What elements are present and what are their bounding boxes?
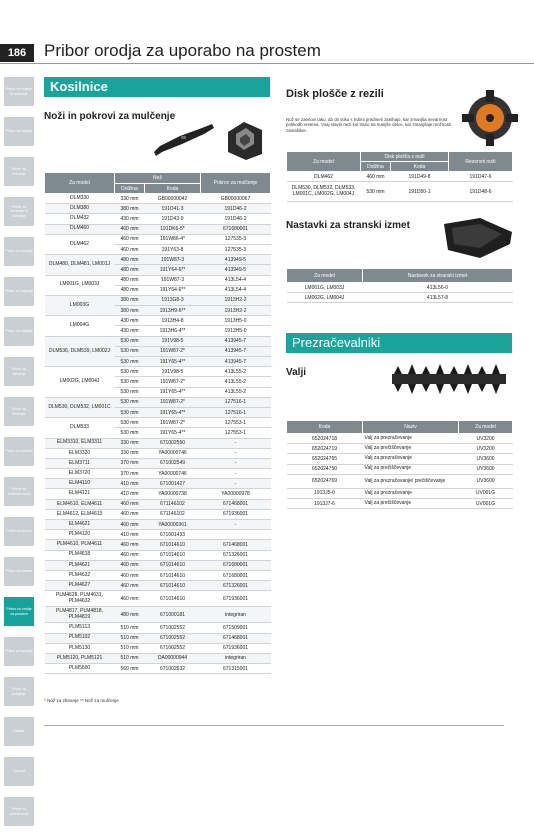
sidebar-tab[interactable]: Pribor za obdelavo lesa: [4, 477, 34, 506]
model-cell: DLM380: [45, 204, 115, 214]
code-cell: 1913H4-8: [145, 316, 201, 326]
length-cell: 380 mm: [115, 204, 145, 214]
table-row: [45, 448, 271, 458]
code-cell: 652024719: [287, 444, 363, 454]
table-row: [45, 204, 271, 214]
model-cell: PLM5120, PLM5121: [45, 653, 115, 663]
cover-cell: -: [201, 520, 271, 530]
sidebar-tab[interactable]: Pribor za čiščenje: [4, 397, 34, 426]
table-row: [45, 581, 271, 591]
model-cell: DLM530, DLM532, LM001C: [45, 397, 115, 417]
cover-cell: -: [201, 479, 271, 489]
disk-title: Disk plošče z rezili: [286, 88, 384, 100]
table-row: [287, 474, 513, 488]
code-cell: 191Y65-4**: [145, 387, 201, 397]
table-row: [287, 444, 513, 454]
disk-blade-image: [462, 90, 518, 146]
code-cell: 671002532: [145, 664, 201, 674]
cover-cell: 671315001: [201, 664, 271, 674]
code-cell: 1913G8-3: [145, 295, 201, 305]
length-cell: 530 mm: [115, 397, 145, 407]
length-cell: 560 mm: [115, 664, 145, 674]
table-row: [45, 633, 271, 643]
disk-col-code: Koda: [391, 162, 449, 172]
code-cell: DA00000944: [145, 653, 201, 663]
code-cell: 191Y65-4**: [145, 428, 201, 438]
table-row: [45, 499, 271, 509]
table-row: [45, 560, 271, 570]
model-cell: ELM4110: [45, 479, 115, 489]
model-cell: PLM4618: [45, 550, 115, 560]
col-header-code: Koda: [145, 184, 201, 194]
code-cell: 191W87-2*: [145, 418, 201, 428]
model-cell: UV3200: [459, 444, 513, 454]
sidebar-tab[interactable]: Varnost: [4, 757, 34, 786]
table-row: [287, 488, 513, 498]
table-row: [45, 458, 271, 468]
cover-cell: 1913H5-0: [201, 326, 271, 336]
col-header-length: Dolžina: [115, 184, 145, 194]
cover-cell: 127553-1: [201, 428, 271, 438]
length-cell: 460 mm: [115, 499, 145, 509]
length-cell: 460 mm: [115, 540, 145, 550]
cover-cell: 413L55-2: [201, 377, 271, 387]
sidebar-tab[interactable]: Pribor za polnjenje: [4, 677, 34, 706]
length-cell: 530 mm: [115, 346, 145, 356]
code-cell: 652024718: [287, 434, 363, 444]
cover-cell: 413945-7: [201, 357, 271, 367]
disk-table: [286, 151, 513, 202]
model-cell: UV3600: [459, 474, 513, 488]
disk-col-spare: Rezervni noži: [449, 152, 513, 172]
sidebar-tab[interactable]: Pribor za orodje na prostem: [4, 597, 34, 626]
table-row: [287, 434, 513, 444]
cover-cell: 671936001: [201, 509, 271, 519]
model-cell: PLM5130: [45, 643, 115, 653]
length-cell: 430 mm: [115, 326, 145, 336]
length-cell: 530 mm: [115, 387, 145, 397]
sidebar-tab[interactable]: Pribor za kamen: [4, 557, 34, 586]
code-cell: 191DK6-5*: [145, 224, 201, 234]
table-row: LM001G, LM003J 413L56-0: [287, 283, 513, 293]
table-row: [45, 438, 271, 448]
model-cell: DLM480, DLM481, LM001J: [45, 255, 115, 275]
cover-cell: 671468001: [201, 540, 271, 550]
code-cell: 191V98-5: [145, 336, 201, 346]
table-row: [45, 623, 271, 633]
length-cell: 480 mm: [115, 285, 145, 295]
length-cell: 510 mm: [115, 633, 145, 643]
name-cell: Valj za prezračevanje: [363, 488, 459, 498]
aerator-roller-image: [384, 360, 514, 400]
length-cell: 460 mm: [115, 234, 145, 244]
cover-cell: 127553-1: [201, 418, 271, 428]
disk-col-model: Za model: [287, 152, 361, 172]
model-cell: UV001G: [459, 498, 513, 508]
cover-cell: 671468001: [201, 499, 271, 509]
table-row: [45, 275, 271, 285]
length-cell: 530 mm: [115, 428, 145, 438]
length-cell: 410 mm: [115, 530, 145, 540]
cover-cell: 671680001: [201, 224, 271, 234]
mulching-blades-table: [44, 172, 271, 674]
cover-cell: 413L55-2: [201, 367, 271, 377]
length-cell: 480 mm: [115, 607, 145, 623]
code-cell: 671002549: [145, 458, 201, 468]
length-cell: 530 mm: [115, 407, 145, 417]
code-cell: YA00000746: [145, 448, 201, 458]
code-cell: 671000181: [145, 607, 201, 623]
code-cell: 191D43-9: [145, 214, 201, 224]
disk-col-length: Dolžina: [361, 162, 391, 172]
cover-cell: 1913H2-2: [201, 295, 271, 305]
model-cell: PLM5102: [45, 633, 115, 643]
model-cell: ELM4121: [45, 489, 115, 499]
length-cell: 460 mm: [115, 550, 145, 560]
length-cell: 480 mm: [115, 265, 145, 275]
length-cell: 380 mm: [115, 306, 145, 316]
cover-cell: 671326001: [201, 550, 271, 560]
cover-cell: -: [201, 458, 271, 468]
length-cell: 530 mm: [115, 367, 145, 377]
cover-cell: -: [201, 448, 271, 458]
aer-col-code: Koda: [287, 421, 363, 434]
code-cell: 191W87-2*: [145, 377, 201, 387]
code-cell: 671146102: [145, 509, 201, 519]
sidebar-tab[interactable]: Pribor za rezanje: [4, 237, 34, 266]
table-row: [45, 479, 271, 489]
name-cell: Valj za prečiščevanje: [363, 464, 459, 474]
name-cell: Valj za prezračevanje: [363, 434, 459, 444]
cover-cell: 671326001: [201, 581, 271, 591]
mulching-cover-image: [222, 120, 266, 162]
sd-col-attachment: Nastavek za stranski izmet: [363, 269, 513, 283]
category-sidebar: [4, 77, 34, 837]
model-cell: DLM432: [45, 214, 115, 224]
code-cell: 671001427: [145, 479, 201, 489]
model-cell: PLM4610, PLM4611: [45, 540, 115, 550]
cover-cell: 191D46-2: [201, 204, 271, 214]
code-cell: 671146102: [145, 499, 201, 509]
code-cell: 191D41-3: [145, 204, 201, 214]
table-row: [45, 643, 271, 653]
sidebar-tab[interactable]: Pribor za brušenje in poliranje: [4, 197, 34, 226]
length-cell: 510 mm: [115, 643, 145, 653]
table-row: [287, 454, 513, 464]
length-cell: 410 mm: [115, 489, 145, 499]
disk-col-plate: Disk plošča z noži: [361, 152, 449, 162]
table-row: [45, 397, 271, 407]
model-cell: UV3600: [459, 464, 513, 474]
code-cell: YA00000361: [145, 520, 201, 530]
length-cell: 460 mm: [115, 560, 145, 570]
table-row: [45, 336, 271, 346]
length-cell: 430 mm: [115, 214, 145, 224]
name-cell: Valj za prečiščevanje: [363, 444, 459, 454]
sidebar-tab[interactable]: Pribor za vzdrževanje: [4, 797, 34, 826]
model-cell: DLM462: [45, 234, 115, 254]
length-cell: 460 mm: [115, 570, 145, 580]
model-cell: PLM4621: [45, 560, 115, 570]
code-cell: 652024769: [287, 474, 363, 488]
model-cell: PLM4817, PLM4818, PLM4819: [45, 607, 115, 623]
mower-blade-image: [152, 122, 216, 158]
code-cell: 671002552: [145, 643, 201, 653]
code-cell: 652024765: [287, 454, 363, 464]
model-cell: PLM4627: [45, 581, 115, 591]
code-cell: YA00000738: [145, 489, 201, 499]
side-discharge-title: Nastavki za stranski izmet: [286, 220, 410, 231]
table-row: [287, 464, 513, 474]
cover-cell: 413949-5: [201, 265, 271, 275]
model-cell: ELM4621: [45, 520, 115, 530]
code-cell: 671001433: [145, 530, 201, 540]
cover-cell: 671680001: [201, 570, 271, 580]
footnote: * Nož za zbiranje ** Nož za mulčenje: [44, 698, 119, 703]
table-row: [45, 664, 271, 674]
table-row: [45, 607, 271, 623]
length-cell: 530 mm: [115, 357, 145, 367]
cover-cell: 413L55-2: [201, 387, 271, 397]
col-header-cover: Pokrov za mulčenje: [201, 173, 271, 194]
cover-cell: YA00000978: [201, 489, 271, 499]
sidebar-tab[interactable]: Pribor za oblanje: [4, 317, 34, 346]
length-cell: 330 mm: [115, 448, 145, 458]
side-discharge-table: [286, 268, 513, 303]
name-cell: Valj za prezračevanje/ prečiščevanje: [363, 474, 459, 488]
table-row: DLM462 460 mm 191D49-8 191D47-6: [287, 172, 513, 182]
length-cell: 330 mm: [115, 438, 145, 448]
sidebar-tab[interactable]: Pribor za vrtanje in rezkanje: [4, 77, 34, 106]
cover-cell: 191D46-2: [201, 214, 271, 224]
sidebar-tab[interactable]: Pribor za vrtanje: [4, 117, 34, 146]
code-cell: 671014610: [145, 570, 201, 580]
length-cell: 530 mm: [115, 418, 145, 428]
code-cell: 1913J7-6: [287, 498, 363, 508]
cover-cell: GB00000067: [201, 194, 271, 204]
model-cell: UV001G: [459, 488, 513, 498]
length-cell: 510 mm: [115, 653, 145, 663]
code-cell: 671002550: [145, 438, 201, 448]
sidebar-tab[interactable]: Pribor za sesanje: [4, 637, 34, 666]
name-cell: Valj za prezračevanje: [363, 454, 459, 464]
table-row: [45, 418, 271, 428]
length-cell: 460 mm: [115, 224, 145, 234]
sd-col-model: Za model: [287, 269, 363, 283]
sidebar-tab[interactable]: Pribor za vijačenje: [4, 357, 34, 386]
model-cell: ELM4610, ELM4611: [45, 499, 115, 509]
page-number: 186: [0, 44, 34, 62]
model-cell: PLM4628, PLM4631, PLM4632: [45, 591, 115, 607]
col-header-model: Za model: [45, 173, 115, 194]
disk-note: Nož se zaenovi tako, da ob stiku s trdimi predmeti zanihajo, kar zmanjša nevarnost poškodb vretena. Vsaj stavlo nezi koi trano na manjše delce, kar zmanjšaje možnosti zamašitve.: [286, 117, 451, 133]
table-row: [45, 489, 271, 499]
model-cell: ELM3711: [45, 458, 115, 468]
code-cell: 191Y65-4**: [145, 357, 201, 367]
length-cell: 460 mm: [115, 591, 145, 607]
cover-cell: [201, 530, 271, 540]
table-row: [45, 234, 271, 244]
table-row: [45, 540, 271, 550]
length-cell: 410 mm: [115, 479, 145, 489]
cover-cell: 127516-1: [201, 407, 271, 417]
length-cell: 530 mm: [115, 336, 145, 346]
model-cell: PLM4622: [45, 570, 115, 580]
cover-cell: 413L54-4: [201, 275, 271, 285]
aer-col-name: Naziv: [363, 421, 459, 434]
table-row: [45, 591, 271, 607]
code-cell: 652024750: [287, 464, 363, 474]
cover-cell: 413945-7: [201, 336, 271, 346]
model-cell: UV3600: [459, 454, 513, 464]
code-cell: 671014610: [145, 581, 201, 591]
table-row: [45, 520, 271, 530]
model-cell: LM004G: [45, 316, 115, 336]
table-row: [45, 316, 271, 326]
model-cell: DLM460: [45, 224, 115, 234]
code-cell: GB00000042: [145, 194, 201, 204]
cover-cell: 413L54-4: [201, 285, 271, 295]
code-cell: 671014610: [145, 550, 201, 560]
code-cell: 1913H6-4**: [145, 326, 201, 336]
table-row: [45, 469, 271, 479]
cover-cell: -: [201, 438, 271, 448]
cover-cell: 671509001: [201, 623, 271, 633]
length-cell: 460 mm: [115, 244, 145, 254]
subsection-rollers: Valji: [286, 367, 307, 378]
cover-cell: integriran: [201, 607, 271, 623]
code-cell: 191Y64-6**: [145, 285, 201, 295]
code-cell: 191W87-2*: [145, 397, 201, 407]
cover-cell: 413945-7: [201, 346, 271, 356]
model-cell: PLM5113: [45, 623, 115, 633]
length-cell: 460 mm: [115, 520, 145, 530]
table-row: [287, 498, 513, 508]
code-cell: 671002552: [145, 633, 201, 643]
cover-cell: 671936001: [201, 643, 271, 653]
table-row: [45, 194, 271, 204]
side-discharge-image: [440, 214, 516, 264]
section-kosilnice: Kosilnice: [44, 77, 270, 97]
length-cell: 330 mm: [115, 194, 145, 204]
table-row: [45, 367, 271, 377]
table-row: DLM530, DLM532, DLM533, LM001C, LM002G, LM004J 530 mm 191D50-1 191D48-6: [287, 182, 513, 202]
header-divider: [0, 63, 534, 64]
length-cell: 460 mm: [115, 509, 145, 519]
cover-cell: 671468001: [201, 633, 271, 643]
model-cell: DLM330: [45, 194, 115, 204]
sidebar-tab[interactable]: Pribor za rezkanje: [4, 157, 34, 186]
length-cell: 370 mm: [115, 458, 145, 468]
aer-col-model: Za model: [459, 421, 513, 434]
sidebar-tab[interactable]: Pribor za žaganje: [4, 277, 34, 306]
length-cell: 480 mm: [115, 255, 145, 265]
cover-cell: 1913H5-0: [201, 316, 271, 326]
code-cell: 191W87-3: [145, 255, 201, 265]
cover-cell: integriran: [201, 653, 271, 663]
subsection-mulching-blades: Noži in pokrovi za mulčenje: [44, 111, 176, 122]
code-cell: 671014610: [145, 560, 201, 570]
code-cell: 671002552: [145, 623, 201, 633]
table-row: LM002G, LM004J 413L57-8: [287, 293, 513, 303]
cover-cell: 127535-3: [201, 244, 271, 254]
cover-cell: -: [201, 469, 271, 479]
model-cell: UV3200: [459, 434, 513, 444]
model-cell: ELM3720: [45, 469, 115, 479]
length-cell: 370 mm: [115, 469, 145, 479]
cover-cell: 1913H2-2: [201, 306, 271, 316]
code-cell: 1913J5-0: [287, 488, 363, 498]
code-cell: 191W87-3: [145, 275, 201, 285]
length-cell: 480 mm: [115, 275, 145, 285]
code-cell: YA00000746: [145, 469, 201, 479]
model-cell: ELM3320: [45, 448, 115, 458]
model-cell: DLM533: [45, 418, 115, 438]
code-cell: 191Y63-8: [145, 244, 201, 254]
bottom-divider: [44, 725, 504, 726]
code-cell: 191V98-5: [145, 367, 201, 377]
table-row: [45, 255, 271, 265]
model-cell: LM002G, LM004J: [45, 367, 115, 398]
sidebar-tab[interactable]: Pribor za kovino: [4, 517, 34, 546]
cover-cell: 671936001: [201, 591, 271, 607]
length-cell: 460 mm: [115, 581, 145, 591]
model-cell: ELM3310, ELM3311: [45, 438, 115, 448]
code-cell: 191W87-2*: [145, 346, 201, 356]
model-cell: LM003G: [45, 295, 115, 315]
section-aerators: Prezračevalniki: [286, 333, 512, 353]
code-cell: 191Y65-4**: [145, 407, 201, 417]
sidebar-tab[interactable]: Pribor za meritve: [4, 437, 34, 466]
length-cell: 530 mm: [115, 377, 145, 387]
model-cell: PLM5600: [45, 664, 115, 674]
table-row: [45, 214, 271, 224]
col-header-blade: Nož: [115, 173, 201, 184]
model-cell: LM001G, LM003J: [45, 275, 115, 295]
table-row: [45, 570, 271, 580]
length-cell: 380 mm: [115, 295, 145, 305]
table-row: [45, 509, 271, 519]
table-row: [45, 550, 271, 560]
code-cell: 191W86-4*: [145, 234, 201, 244]
cover-cell: 413949-5: [201, 255, 271, 265]
cover-cell: 127516-1: [201, 397, 271, 407]
table-row: [45, 295, 271, 305]
cover-cell: 671680001: [201, 560, 271, 570]
model-cell: DLM536, DLM539, LM002J: [45, 336, 115, 367]
sidebar-tab[interactable]: Ostalo: [4, 717, 34, 746]
code-cell: 671014610: [145, 591, 201, 607]
code-cell: 1913H9-6**: [145, 306, 201, 316]
length-cell: 430 mm: [115, 316, 145, 326]
model-cell: PLM4120: [45, 530, 115, 540]
code-cell: 671014610: [145, 540, 201, 550]
aerator-table: [286, 420, 513, 509]
length-cell: 510 mm: [115, 623, 145, 633]
page-title: Pribor orodja za uporabo na prostem: [44, 41, 321, 60]
name-cell: Valj za prečiščevanje: [363, 498, 459, 508]
model-cell: ELM4612, ELM4613: [45, 509, 115, 519]
table-row: [45, 530, 271, 540]
code-cell: 191Y64-6**: [145, 265, 201, 275]
table-row: [45, 224, 271, 234]
table-row: [45, 653, 271, 663]
cover-cell: 127535-3: [201, 234, 271, 244]
